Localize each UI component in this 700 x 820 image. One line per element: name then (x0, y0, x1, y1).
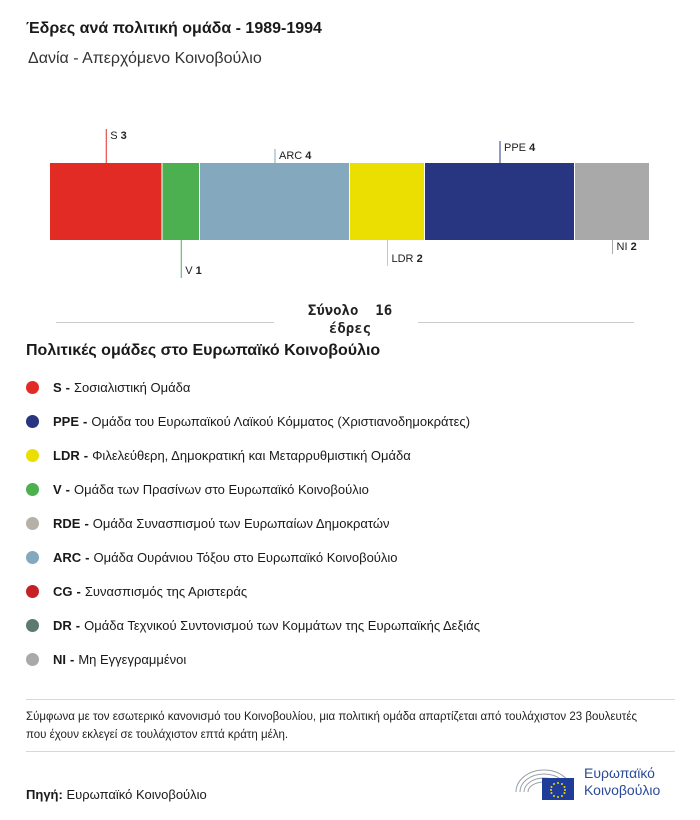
legend-abbr: ARC (53, 549, 82, 565)
membership-note: Σύμφωνα με τον εσωτερικό κανονισμό του Κοινοβουλίου, μια πολιτική ομάδα απαρτίζεται από τουλάχιστον 23 βουλευτές που έχουν εκλεγεί σε τουλάχιστον επτά κράτη μέλη. (26, 711, 638, 741)
legend-swatch (26, 483, 39, 496)
legend-separator: - (75, 617, 81, 633)
parliament-emblem-icon (512, 762, 576, 802)
bar-segment-ni (575, 163, 649, 240)
legend-swatch (26, 551, 39, 564)
legend-name: Ομάδα Τεχνικού Συντονισμού των Κομμάτων της Ευρωπαϊκής Δεξιάς (84, 617, 480, 633)
segment-label-ppe: PPE 4 (504, 142, 536, 154)
segment-label-v: V 1 (185, 265, 202, 277)
legend-name: Συνασπισμός της Αριστεράς (84, 583, 248, 599)
segment-label-ldr: LDR 2 (391, 253, 423, 265)
legend-abbr: DR (53, 617, 72, 633)
segment-label-s: S 3 (110, 130, 127, 142)
bar-segment-ppe (425, 163, 574, 240)
legend-swatch (26, 415, 39, 428)
legend-item-dr (26, 608, 666, 642)
legend-abbr: RDE (53, 515, 81, 531)
bar-segment-s (50, 163, 162, 240)
chart-subtitle: Δανία - Απερχόμενο Κοινοβούλιο (28, 50, 262, 67)
legend-separator: - (83, 447, 89, 463)
legend-separator: - (65, 379, 71, 395)
legend-separator: - (85, 549, 90, 565)
seat-bar-chart (0, 120, 700, 290)
legend-name: Φιλελεύθερη, Δημοκρατική και Μεταρρυθμιστική Ομάδα (92, 447, 411, 463)
legend-item-ni (26, 642, 666, 676)
legend-swatch (26, 449, 39, 462)
legend-item-v (26, 472, 666, 506)
legend-swatch (26, 653, 39, 666)
note-divider-bottom (26, 751, 675, 752)
bar-segment-ldr (350, 163, 424, 240)
legend-abbr: NI (53, 651, 66, 667)
total-unit: έδρες (328, 321, 372, 337)
legend-name: Ομάδα Ουράνιου Τόξου στο Ευρωπαϊκό Κοινοβούλιο (93, 549, 398, 565)
legend-item-s (26, 370, 666, 404)
legend-abbr: LDR (53, 447, 80, 463)
logo-line1: Ευρωπαϊκό (584, 765, 655, 781)
legend-name: Σοσιαλιστική Ομάδα (74, 379, 191, 395)
source-label: Πηγή: (26, 787, 63, 802)
legend-abbr: CG (53, 583, 73, 599)
legend (26, 370, 666, 676)
legend-name: Ομάδα Συνασπισμού των Ευρωπαίων Δημοκρατών (92, 515, 390, 531)
legend-swatch (26, 381, 39, 394)
note-divider-top (26, 699, 675, 700)
legend-separator: - (83, 413, 88, 429)
legend-swatch (26, 585, 39, 598)
legend-separator: - (84, 515, 89, 531)
legend-abbr: V (53, 481, 62, 497)
chart-title: Έδρες ανά πολιτική ομάδα - 1989-1994 (26, 20, 322, 37)
legend-name: Ομάδα του Ευρωπαϊκού Λαϊκού Κόμματος (Χριστιανοδημοκράτες) (91, 413, 471, 429)
bar-segment-v (163, 163, 200, 240)
legend-name: Ομάδα των Πρασίνων στο Ευρωπαϊκό Κοινοβούλιο (74, 481, 369, 497)
legend-abbr: PPE (53, 413, 80, 429)
legend-item-arc (26, 540, 666, 574)
segment-label-arc: ARC 4 (279, 150, 312, 162)
legend-separator: - (76, 583, 81, 599)
logo-line2: Κοινοβούλιο (584, 782, 661, 798)
legend-name: Μη Εγγεγραμμένοι (78, 651, 187, 667)
segment-label-ni: NI 2 (616, 241, 637, 253)
legend-item-ppe (26, 404, 666, 438)
total-label: Σύνολο 16 (307, 303, 393, 319)
legend-title: Πολιτικές ομάδες στο Ευρωπαϊκό Κοινοβούλιο (26, 342, 381, 359)
source (26, 787, 207, 802)
legend-abbr: S (53, 379, 62, 395)
legend-item-ldr (26, 438, 666, 472)
legend-separator: - (65, 481, 71, 497)
bar-segment-arc (200, 163, 349, 240)
legend-item-rde (26, 506, 666, 540)
legend-swatch (26, 619, 39, 632)
ep-logo (512, 762, 660, 802)
source-value: Ευρωπαϊκό Κοινοβούλιο (66, 787, 207, 802)
legend-separator: - (70, 651, 75, 667)
legend-swatch (26, 517, 39, 530)
total-seats (0, 302, 700, 338)
legend-item-cg (26, 574, 666, 608)
